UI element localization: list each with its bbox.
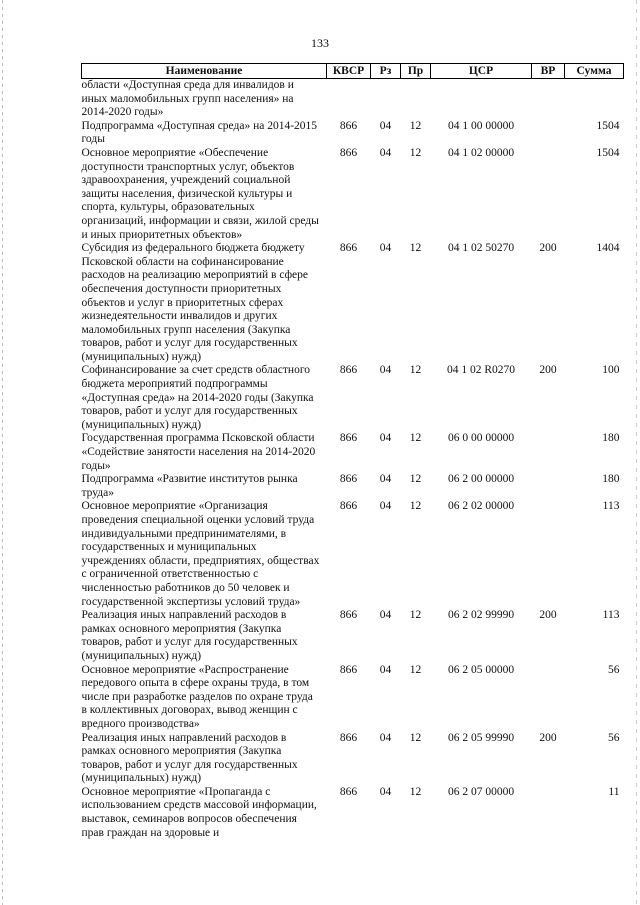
cell-pr: 12 [409, 364, 422, 377]
cell-sum: 113 [602, 500, 620, 513]
cell-kvsr: 866 [339, 146, 358, 159]
cell-csr: 06 0 00 00000 [447, 432, 515, 445]
cell-rz: 04 [379, 432, 392, 445]
table-row [82, 609, 624, 663]
cell-sum: 113 [602, 609, 620, 622]
cell-csr: 06 2 00 00000 [447, 473, 515, 486]
table-row [82, 79, 624, 120]
cell-vr [532, 664, 565, 732]
cell-name: Софинансирование за счет средств областного бюджета мероприятий подпрограммы «Доступная среда» на 2014-2020 годы (Закупка товаров, работ и услуг для государственных (муниципальных) нужд) [81, 364, 314, 431]
cell-sum: 11 [608, 785, 620, 798]
cell-rz [371, 79, 401, 120]
cell-sum: 180 [602, 432, 620, 445]
cell-pr: 12 [409, 242, 422, 255]
cell-vr [532, 147, 565, 242]
cell-rz: 04 [379, 500, 392, 513]
cell-csr: 04 1 02 R0270 [446, 364, 516, 377]
cell-kvsr: 866 [339, 731, 358, 744]
cell-kvsr: 866 [339, 242, 358, 255]
table-row [82, 432, 624, 473]
cell-sum [565, 79, 624, 120]
cell-name: области «Доступная среда для инвалидов и иных маломобильных групп населения» на 2014-2020 годы» [81, 79, 294, 119]
cell-sum: 1404 [596, 242, 620, 255]
cell-pr [401, 79, 431, 120]
cell-rz: 04 [379, 364, 392, 377]
cell-csr: 04 1 02 50270 [447, 242, 515, 255]
cell-kvsr: 866 [339, 609, 358, 622]
header-kvsr: КВСР [327, 64, 371, 79]
table-row [82, 364, 624, 432]
cell-kvsr: 866 [339, 663, 358, 676]
cell-csr: 04 1 00 00000 [447, 119, 515, 132]
cell-sum: 100 [602, 364, 620, 377]
table-row [82, 147, 624, 242]
cell-name: Основное мероприятие «Распространение передового опыта в сфере охраны труда, в том числе при разработке разделов по охране труда в коллективных договорах, вывод женщин с вредного производства» [81, 663, 313, 730]
cell-csr: 06 2 02 00000 [447, 500, 515, 513]
cell-csr: 06 2 02 99990 [447, 609, 515, 622]
header-csr: ЦСР [431, 64, 532, 79]
cell-vr [532, 786, 565, 840]
cell-kvsr: 866 [339, 432, 358, 445]
cell-rz: 04 [379, 609, 392, 622]
page-number: 133 [311, 36, 329, 50]
cell-rz: 04 [379, 731, 392, 744]
table-header [82, 64, 624, 79]
cell-rz: 04 [379, 663, 392, 676]
table-row [82, 732, 624, 786]
cell-csr: 04 1 02 00000 [447, 146, 515, 159]
cell-name: Реализация иных направлений расходов в рамках основного мероприятия (Закупка товаров, работ и услуг для государственных (муниципальных) нужд) [81, 609, 298, 662]
table-row [82, 242, 624, 364]
cell-sum: 56 [608, 731, 620, 744]
cell-kvsr: 866 [339, 119, 358, 132]
cell-csr: 06 2 07 00000 [447, 785, 515, 798]
cell-pr: 12 [409, 146, 422, 159]
scan-edge-right [636, 0, 637, 905]
cell-kvsr: 866 [339, 473, 358, 486]
header-sum: Сумма [565, 64, 624, 79]
cell-sum: 1504 [596, 119, 620, 132]
cell-name: Субсидия из федерального бюджета бюджету Псковской области на софинансирование расходов на реализацию мероприятий в сфере обеспечения доступности приоритетных объектов и услуг в приоритетных сферах жизнедеятельности инвалидов и других маломобильных групп населения (Закупка товаров, работ и услуг для государственных (муниципальных) нужд) [81, 242, 308, 363]
cell-pr: 12 [409, 500, 422, 513]
table-row [82, 120, 624, 147]
cell-pr: 12 [409, 731, 422, 744]
cell-pr: 12 [409, 609, 422, 622]
header-name: Наименование [82, 64, 327, 79]
cell-rz: 04 [379, 473, 392, 486]
cell-vr [532, 79, 565, 120]
header-vr: ВР [532, 64, 565, 79]
cell-kvsr: 866 [339, 785, 358, 798]
cell-name: Подпрограмма «Доступная среда» на 2014-2015 годы [81, 119, 318, 146]
cell-vr: 200 [539, 731, 557, 744]
cell-vr: 200 [539, 609, 557, 622]
table-body [82, 79, 624, 841]
cell-pr: 12 [409, 785, 422, 798]
cell-vr [532, 432, 565, 473]
budget-table [81, 63, 624, 840]
cell-csr: 06 2 05 99990 [447, 731, 515, 744]
cell-vr: 200 [539, 364, 557, 377]
cell-rz: 04 [379, 242, 392, 255]
cell-pr: 12 [409, 663, 422, 676]
cell-kvsr [327, 79, 371, 120]
table-row [82, 473, 624, 500]
cell-vr [532, 473, 565, 500]
cell-kvsr: 866 [339, 500, 358, 513]
cell-sum: 1504 [596, 146, 620, 159]
cell-sum: 56 [608, 663, 620, 676]
cell-rz: 04 [379, 119, 392, 132]
cell-csr [431, 79, 532, 120]
table-row [82, 500, 624, 609]
cell-name: Основное мероприятие «Пропаганда с использованием средств массовой информации, выставок, семинаров вопросов обеспечения прав граждан на здоровые и [81, 785, 317, 839]
cell-kvsr: 866 [339, 364, 358, 377]
cell-name: Основное мероприятие «Организация проведения специальной оценки условий труда индивидуальными предпринимателями, в государственных и муниципальных учреждениях области, предприятиях, обществах с ограниченной ответственностью с численностью работников до 50 человек и государственной экспертизы условий труда» [81, 500, 320, 608]
cell-rz: 04 [379, 146, 392, 159]
cell-vr: 200 [539, 242, 557, 255]
cell-vr [532, 120, 565, 147]
cell-name: Подпрограмма «Развитие институтов рынка труда» [81, 473, 298, 499]
cell-name: Реализация иных направлений расходов в рамках основного мероприятия (Закупка товаров, работ и услуг для государственных (муниципальных) нужд) [81, 731, 298, 785]
table-row [82, 786, 624, 840]
cell-rz: 04 [379, 785, 392, 798]
cell-sum: 180 [602, 473, 620, 486]
header-rz: Рз [371, 64, 401, 79]
header-pr: Пр [401, 64, 431, 79]
cell-pr: 12 [409, 119, 422, 132]
cell-csr: 06 2 05 00000 [447, 663, 515, 676]
cell-pr: 12 [409, 432, 422, 445]
cell-name: Основное мероприятие «Обеспечение доступности транспортных услуг, объектов здравоохранения, учреждений социальной защиты населения, физической культуры и спорта, культуры, образовательных организаций, информации и связи, жилой среды и иных приоритетных объектов» [81, 146, 319, 241]
table-row [82, 664, 624, 732]
cell-vr [532, 500, 565, 609]
cell-name: Государственная программа Псковской области «Содействие занятости населения на 2014-2020 годы» [81, 432, 316, 472]
cell-pr: 12 [409, 473, 422, 486]
scan-edge-left [2, 0, 3, 905]
